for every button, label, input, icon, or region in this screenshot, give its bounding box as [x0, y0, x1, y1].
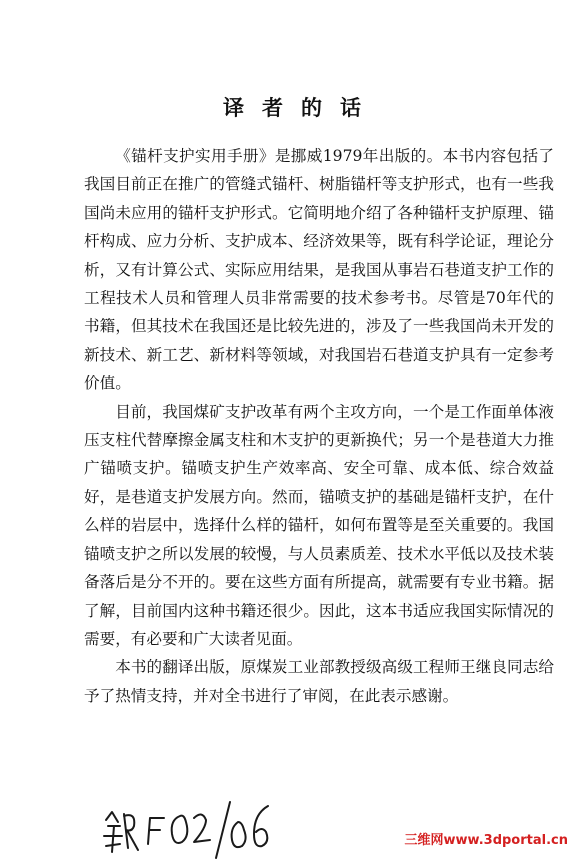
- paragraph: 本书的翻译出版，原煤炭工业部教授级高级工程师王继良同志给予了热情支持，并对全书进行了审阅，在此表示感谢。: [84, 658, 554, 705]
- paragraph: 《锚杆支护实用手册》是挪威1979年出版的。本书内容包括了我国目前正在推广的管缝式锚杆、树脂锚杆等支护形式，也有一些我国尚未应用的锚杆支护形式。它简明地介绍了各种锚杆支护原理、锚杆构成、应力分析、支护成本、经济效果等，既有科学论证，理论分析，又有计算公式、实际应用结果，是我国从事岩石巷道支护工作的工程技术人员和管理人员非常需要的技术参考书。尽管是70年代的书籍，但其技术在我国还是比较先进的，涉及了一些我国尚未开发的新技术、新工艺、新材料等领域，对我国岩石巷道支护具有一定参考价值。: [84, 147, 554, 393]
- page-title: 译者的话: [223, 95, 379, 120]
- watermark: 三维网www.3dportal.cn: [404, 833, 568, 848]
- body-text: [84, 142, 554, 710]
- paragraph: 目前，我国煤矿支护改革有两个主攻方向，一个是工作面单体液压支柱代替摩擦金属支柱和木支护的更新换代；另一个是巷道大力推广锚喷支护。锚喷支护生产效率高、安全可靠、成本低、综合效益好，是巷道支护发展方向。然而，锚喷支护的基础是锚杆支护，在什么样的岩层中，选择什么样的锚杆，如何布置等是至关重要的。我国锚喷支护之所以发展的较慢，与人员素质差、技术水平低以及技术装备落后是分不开的。要在这些方面有所提高，就需要有专业书籍。据了解，目前国内这种书籍还很少。因此，这本书适应我国实际情况的需要，有必要和广大读者见面。: [84, 402, 554, 648]
- handwritten-signature: [98, 792, 288, 864]
